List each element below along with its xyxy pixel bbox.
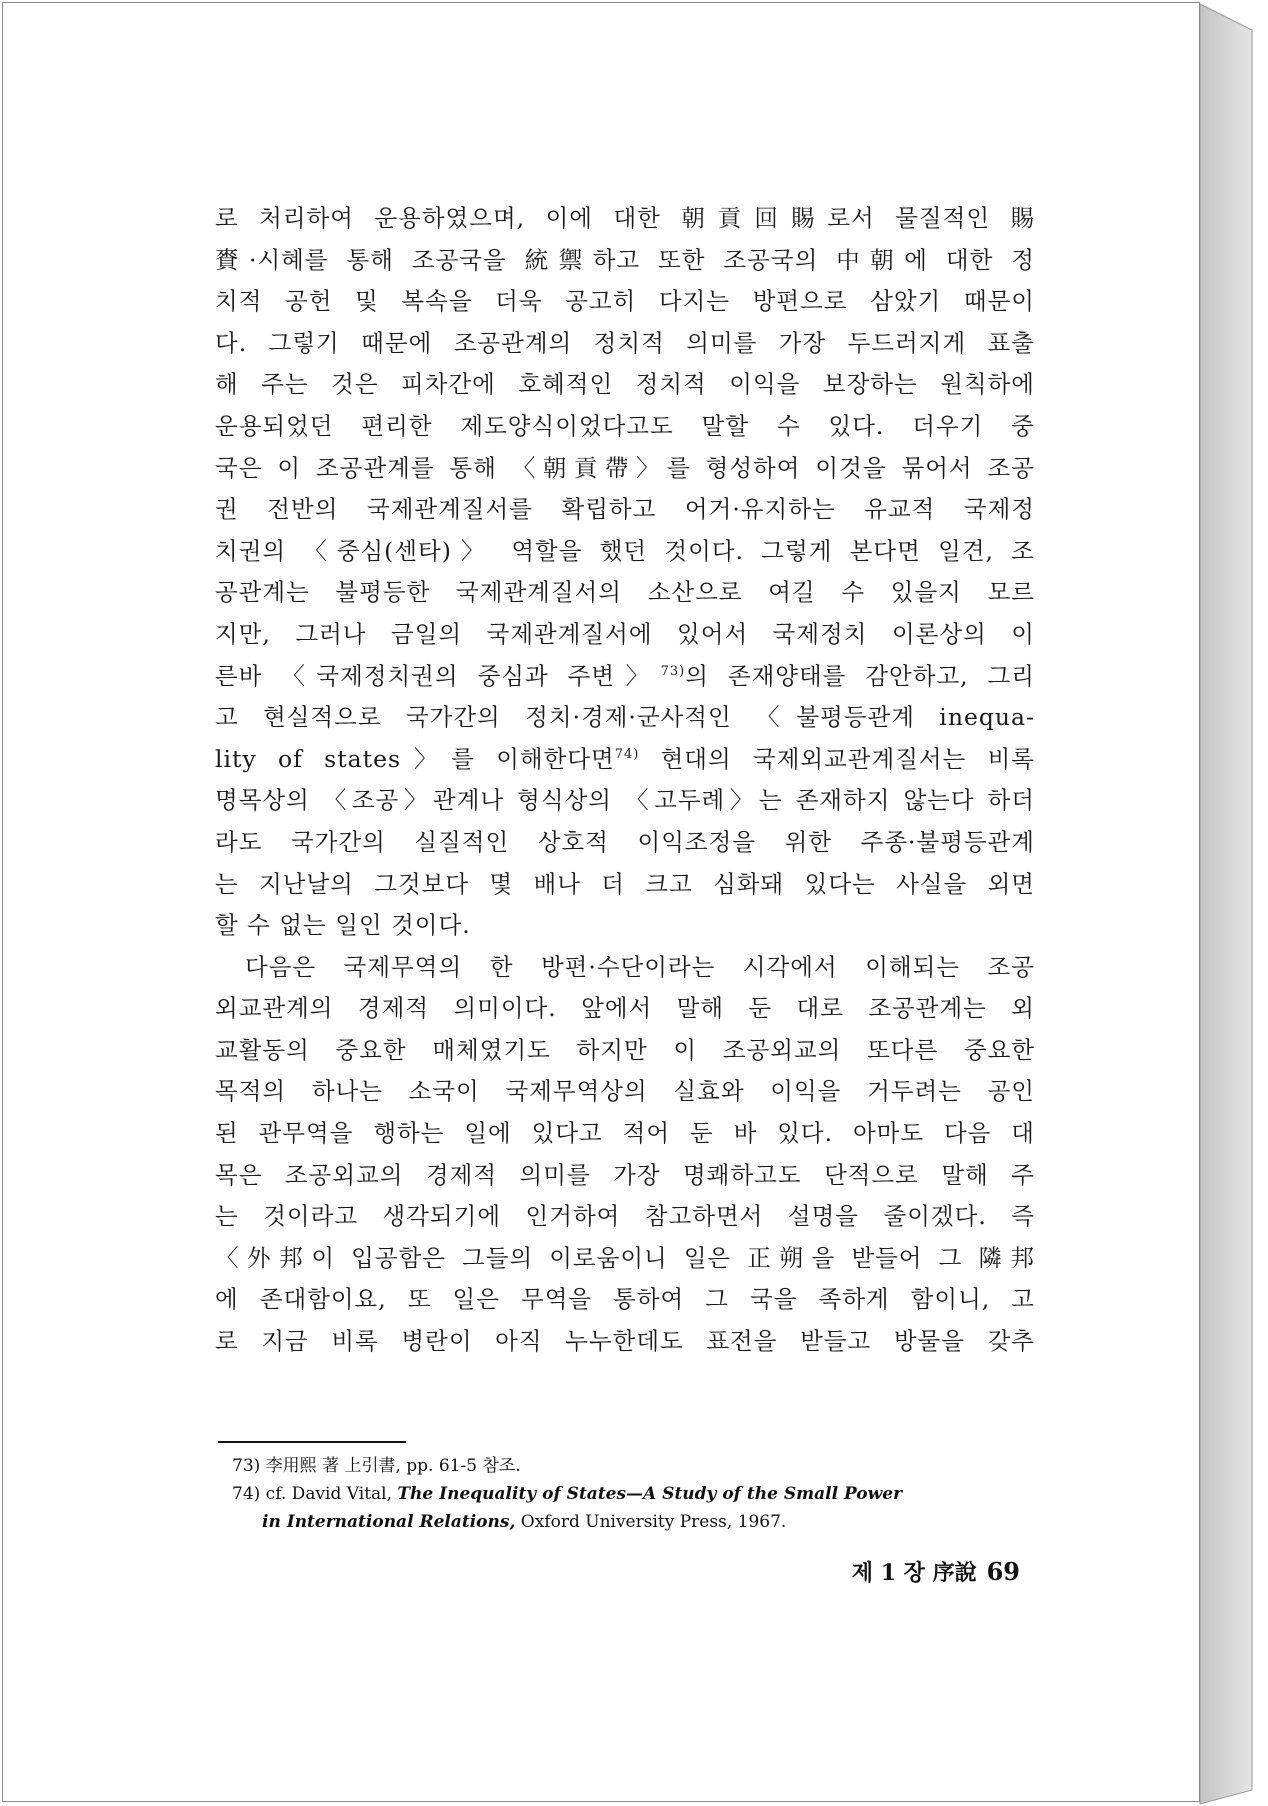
text-line: 목은 조공외교의 경제적 의미를 가장 명쾌하고도 단적으로 말해 주 xyxy=(215,1160,1035,1189)
text-line: 운용되었던 편리한 제도양식이었다고도 말할 수 있다. 더우기 중 xyxy=(215,411,1035,440)
footnote-title: The Inequality of States—A Study of the Small Power xyxy=(397,1484,903,1504)
footnote-ref-73: 73) xyxy=(660,663,686,679)
text-line: 고 현실적으로 국가간의 정치·경제·군사적인 〈불평등관계 inequa- xyxy=(215,703,1035,732)
text-line: 로 지금 비록 병란이 아직 누누한데도 표전을 받들고 방물을 갖추 xyxy=(215,1327,1035,1356)
text-segment: 른바 〈국제정치권의 중심과 주변〉 xyxy=(215,661,661,690)
text-line: 로 처리하여 운용하였으며, 이에 대한 朝貢回賜로서 물질적인 賜 xyxy=(215,204,1035,232)
footnotes xyxy=(232,1452,1032,1536)
footnote-divider xyxy=(218,1441,406,1443)
footnote-mark: 73) xyxy=(232,1456,261,1476)
footnote-74-continued xyxy=(232,1508,1032,1536)
text-line: 라도 국가간의 실질적인 상호적 이익조정을 위한 주종·불평등관계 xyxy=(215,827,1035,856)
text-line: 치적 공헌 및 복속을 더욱 공고히 다지는 방편으로 삼았기 때문이 xyxy=(215,287,1035,316)
footnote-ref-74: 74) xyxy=(614,746,640,762)
text-line: 는 것이라고 생각되기에 인거하여 참고하면서 설명을 줄이겠다. 즉 xyxy=(215,1202,1035,1231)
chapter-label: 제 1 장 序說 xyxy=(851,1560,977,1586)
text-line: 〈外邦이 입공함은 그들의 이로움이니 일은 正朔을 받들어 그 隣邦 xyxy=(215,1243,1035,1272)
text-line: 지만, 그러나 금일의 국제관계질서에 있어서 국제정치 이론상의 이 xyxy=(215,619,1035,648)
footnote-title-cont: in International Relations, xyxy=(262,1512,516,1532)
text-segment: 의 존재양태를 감안하고, 그리 xyxy=(685,661,1035,690)
text-line: 에 존대함이요, 또 일은 무역을 통하여 그 국을 족하게 함이니, 고 xyxy=(215,1285,1035,1314)
footnote-mark: 74) xyxy=(232,1484,261,1504)
text-line: 목적의 하나는 소국이 국제무역상의 실효와 이익을 거두려는 공인 xyxy=(215,1077,1035,1106)
text-line: 권 전반의 국제관계질서를 확립하고 어거·유지하는 유교적 국제정 xyxy=(215,495,1035,524)
text-line: 명목상의 〈조공〉관계나 형식상의 〈고두례〉는 존재하지 않는다 하더 xyxy=(215,786,1035,815)
body-text xyxy=(215,198,1035,1363)
text-line xyxy=(215,656,1035,698)
text-line: 다. 그렇기 때문에 조공관계의 정치적 의미를 가장 두드러지게 표출 xyxy=(215,328,1035,357)
footnote-suffix: Oxford University Press, 1967. xyxy=(515,1512,787,1532)
footnote-74 xyxy=(232,1480,1032,1508)
footnote-prefix: cf. David Vital, xyxy=(265,1484,398,1504)
text-line: 국은 이 조공관계를 통해 〈朝貢帶〉를 형성하여 이것을 묶어서 조공 xyxy=(215,453,1035,482)
footnote-73 xyxy=(232,1452,1032,1480)
text-line xyxy=(215,739,1035,781)
text-line: 다음은 국제무역의 한 방편·수단이라는 시각에서 이해되는 조공 xyxy=(245,952,1035,981)
text-line: 해 주는 것은 피차간에 호혜적인 정치적 이익을 보장하는 원칙하에 xyxy=(215,370,1035,399)
running-footer xyxy=(820,1556,1020,1587)
text-line: 교활동의 중요한 매체였기도 하지만 이 조공외교의 또다른 중요한 xyxy=(215,1035,1035,1064)
page-number: 69 xyxy=(986,1557,1020,1586)
text-line: 할 수 없는 일인 것이다. xyxy=(215,911,471,940)
text-line: 賚·시혜를 통해 조공국을 統禦하고 또한 조공국의 中朝에 대한 정 xyxy=(215,245,1035,274)
footnote-text: 李用熙 著 上引書, pp. 61-5 참조. xyxy=(265,1456,521,1476)
text-segment: lity of states〉를 이해한다면 xyxy=(215,744,615,773)
text-line: 공관계는 불평등한 국제관계질서의 소산으로 여길 수 있을지 모르 xyxy=(215,578,1035,607)
text-line: 는 지난날의 그것보다 몇 배나 더 크고 심화돼 있다는 사실을 외면 xyxy=(215,869,1035,898)
text-line: 된 관무역을 행하는 일에 있다고 적어 둔 바 있다. 아마도 다음 대 xyxy=(215,1119,1035,1148)
text-line: 외교관계의 경제적 의미이다. 앞에서 말해 둔 대로 조공관계는 외 xyxy=(215,994,1035,1023)
text-line: 치권의 〈중심(센타)〉 역할을 했던 것이다. 그렇게 본다면 일견, 조 xyxy=(215,536,1035,565)
text-segment: 현대의 국제외교관계질서는 비록 xyxy=(639,744,1035,773)
